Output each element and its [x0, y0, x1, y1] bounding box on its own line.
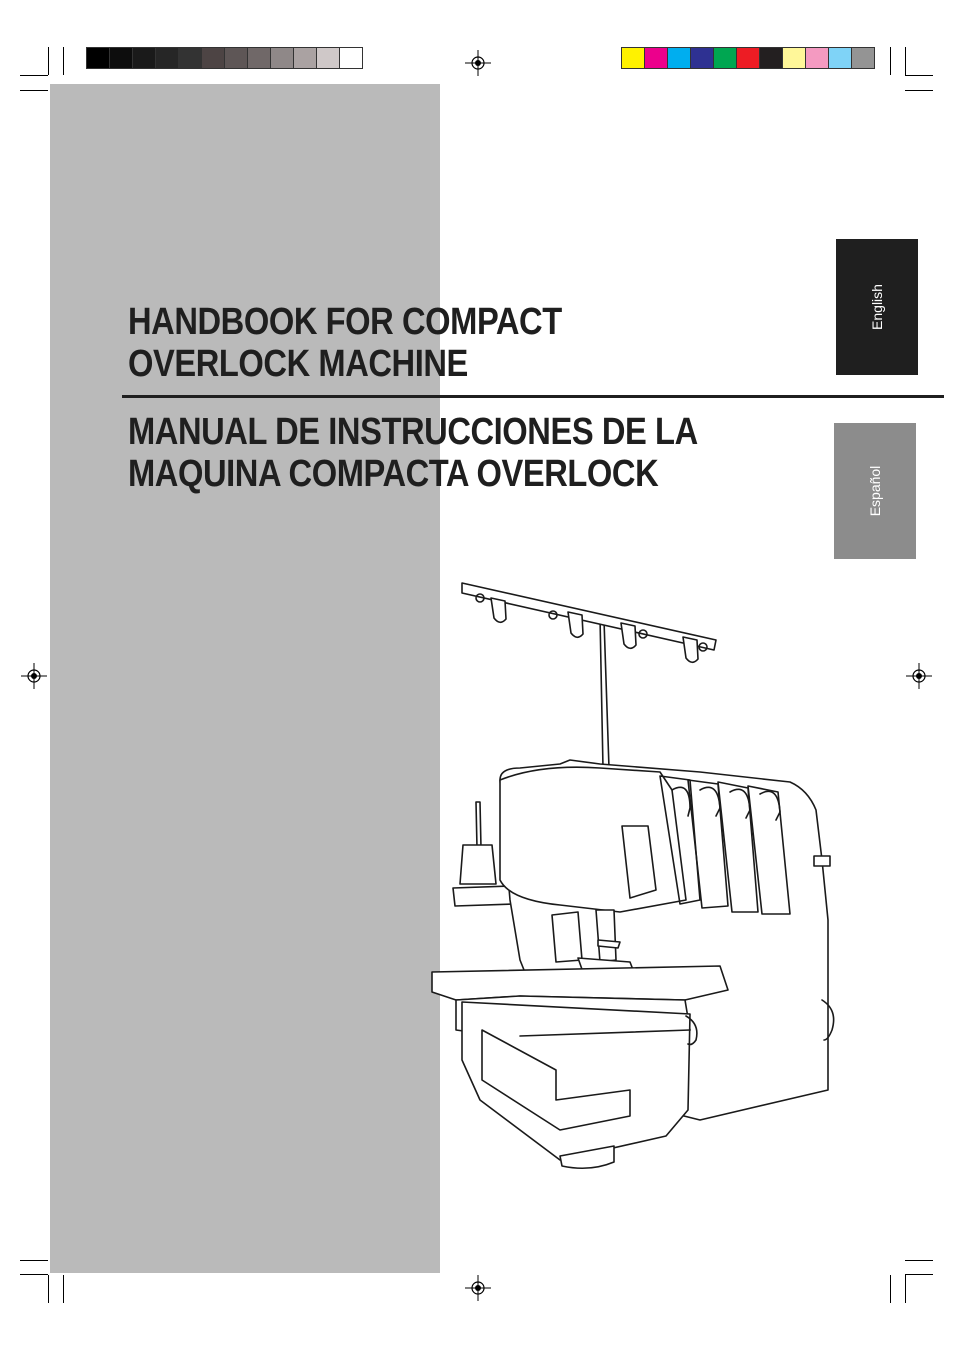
english-title-line-1: HANDBOOK FOR COMPACT: [128, 301, 562, 343]
grayscale-swatch-strip: [86, 47, 362, 69]
tab-spanish[interactable]: [834, 423, 916, 559]
sewing-machine-illustration: [425, 575, 845, 1175]
color-swatch: [339, 47, 363, 69]
registration-mark-icon: [906, 663, 932, 689]
registration-mark-icon: [465, 1275, 491, 1301]
color-swatch: [316, 47, 340, 69]
color-swatch: [293, 47, 317, 69]
color-swatch: [690, 47, 714, 69]
color-swatch: [270, 47, 294, 69]
color-swatch: [86, 47, 110, 69]
tab-spanish-label: Español: [867, 465, 883, 517]
color-swatch: [805, 47, 829, 69]
english-title-line-2: OVERLOCK MACHINE: [128, 343, 468, 385]
color-swatch: [621, 47, 645, 69]
registration-mark-icon: [21, 663, 47, 689]
color-swatch: [224, 47, 248, 69]
color-swatch: [851, 47, 875, 69]
registration-mark-icon: [465, 50, 491, 76]
color-swatch: [178, 47, 202, 69]
color-swatch: [782, 47, 806, 69]
spanish-title-line-2: MAQUINA COMPACTA OVERLOCK: [128, 453, 659, 495]
spanish-title-line-1: MANUAL DE INSTRUCCIONES DE LA: [128, 411, 698, 453]
color-swatch: [736, 47, 760, 69]
tab-english[interactable]: [836, 239, 918, 375]
color-swatch: [667, 47, 691, 69]
color-swatch: [759, 47, 783, 69]
color-swatch: [713, 47, 737, 69]
tab-english-label: English: [869, 284, 885, 330]
color-swatch: [132, 47, 156, 69]
color-swatch: [828, 47, 852, 69]
color-swatch: [644, 47, 668, 69]
color-swatch-strip: [621, 47, 874, 69]
gray-background-panel: [50, 84, 440, 1273]
color-swatch: [155, 47, 179, 69]
color-swatch: [201, 47, 225, 69]
color-swatch: [109, 47, 133, 69]
color-swatch: [247, 47, 271, 69]
title-divider: [122, 395, 944, 398]
